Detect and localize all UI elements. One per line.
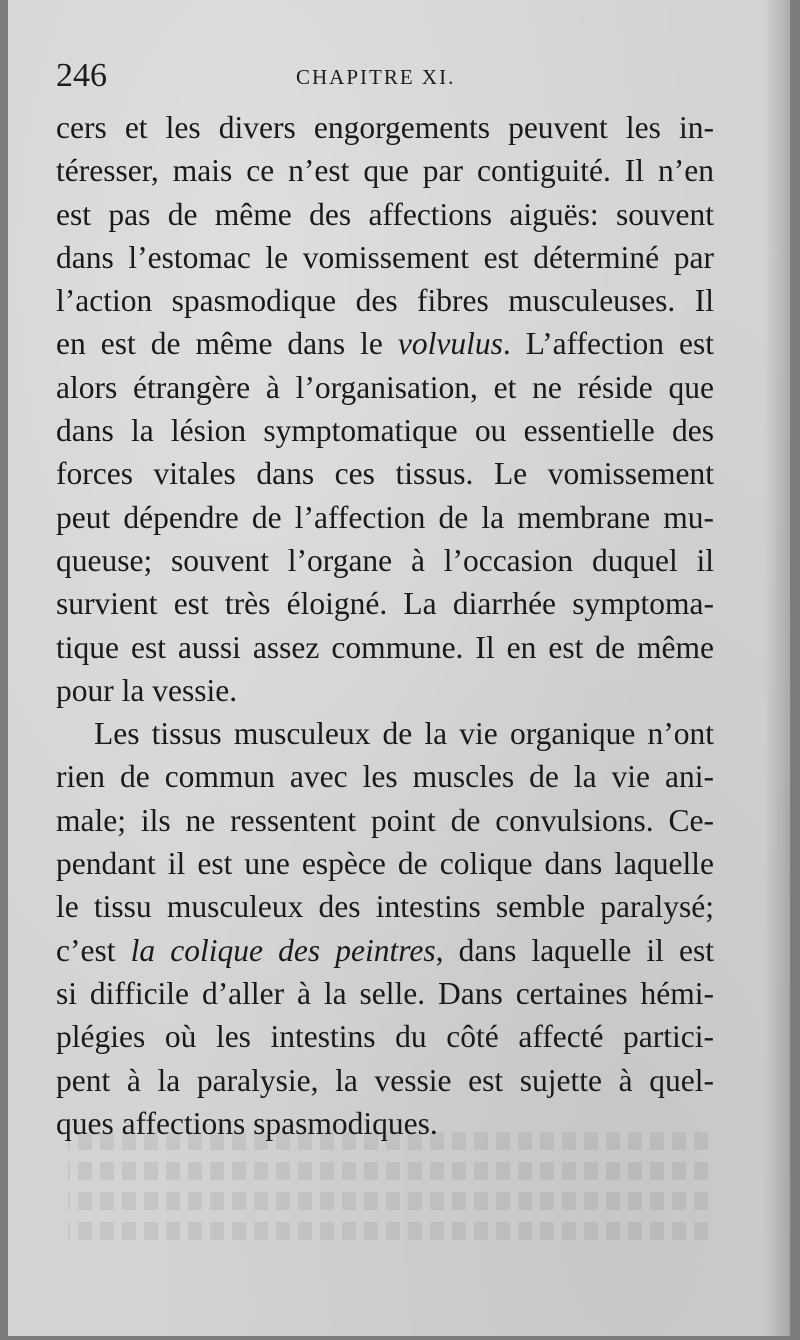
- text-line: male; ils ne ressentent point de convulsions. Ce-: [56, 802, 714, 838]
- text-line: téresser, mais ce n’est que par contiguité. Il n’en: [56, 153, 714, 189]
- text-line: alors étrangère à l’organisation, et ne réside que: [56, 369, 714, 405]
- text-line: dans l’estomac le vomissement est déterminé par: [56, 239, 714, 275]
- body-text: [56, 106, 714, 1145]
- text-line: dans la lésion symptomatique ou essentielle des: [56, 413, 714, 449]
- text-line: pendant il est une espèce de colique dans laquelle: [56, 846, 714, 882]
- paragraph: [56, 712, 714, 1145]
- page-header: [56, 56, 716, 96]
- paragraph: [56, 106, 714, 712]
- text-line: Les tissus musculeux de la vie organique n’ont: [94, 716, 714, 752]
- text-line: ques affections spasmodiques.: [56, 1105, 438, 1141]
- text-line: l’action spasmodique des fibres musculeuses. Il: [56, 283, 714, 319]
- text-line: tique est aussi assez commune. Il en est de même: [56, 629, 714, 665]
- text-line: forces vitales dans ces tissus. Le vomissement: [56, 456, 714, 492]
- page-number: 246: [56, 57, 107, 94]
- text-line: pour la vessie.: [56, 672, 238, 708]
- text-line: peut dépendre de l’affection de la membrane mu-: [56, 499, 714, 535]
- text-line: plégies où les intestins du côté affecté partici-: [56, 1019, 714, 1055]
- text-line: cers et les divers engorgements peuvent les in-: [56, 110, 714, 145]
- running-head: CHAPITRE XI.: [296, 65, 456, 89]
- book-page: [8, 0, 790, 1336]
- text-line: en est de même dans le volvulus. L’affection est: [56, 326, 714, 362]
- show-through-bleed: [68, 1120, 708, 1310]
- italic-phrase: volvulus: [397, 326, 503, 362]
- italic-phrase: la colique des peintres: [130, 932, 436, 968]
- text-line: le tissu musculeux des intestins semble paralysé;: [56, 889, 714, 925]
- text-line: c’est la colique des peintres, dans laquelle il est: [56, 932, 714, 968]
- text-line: si difficile d’aller à la selle. Dans certaines hémi-: [56, 975, 714, 1011]
- text-line: queuse; souvent l’organe à l’occasion duquel il: [56, 542, 714, 578]
- text-line: est pas de même des affections aiguës: souvent: [56, 196, 714, 232]
- text-line: rien de commun avec les muscles de la vie ani-: [56, 759, 714, 795]
- text-line: pent à la paralysie, la vessie est sujette à quel-: [56, 1062, 714, 1098]
- text-line: survient est très éloigné. La diarrhée symptoma-: [56, 586, 714, 622]
- page-gutter-shadow: [764, 0, 790, 1336]
